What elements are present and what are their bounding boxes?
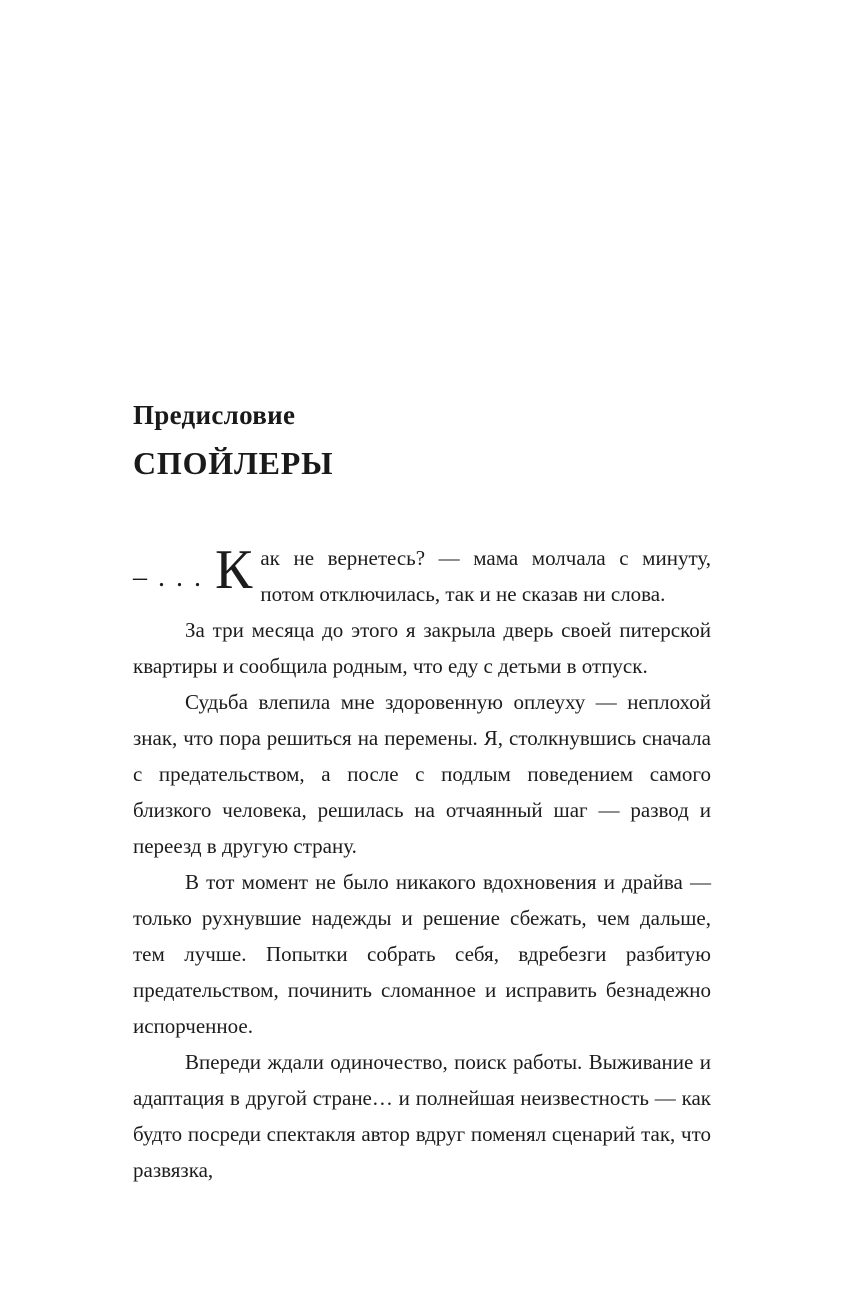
text-block bbox=[133, 400, 711, 1188]
preface-label: Предисловие bbox=[133, 400, 296, 430]
paragraph: В тот момент не было никакого вдохновения и драйва — только рухнувшие надежды и решение сбежать, чем дальше, тем лучше. Попытки собрать себя, вдребезги разбитую предательством, починить сломанное и исправить безнадежно испорченное. bbox=[133, 870, 711, 1038]
chapter-title: СПОЙЛЕРЫ bbox=[133, 445, 334, 481]
dialogue-dash: – . . . bbox=[133, 562, 203, 593]
paragraph: За три месяца до этого я закрыла дверь своей питерской квартиры и сообщила родным, что еду с детьми в отпуск. bbox=[133, 618, 711, 678]
body-text bbox=[133, 540, 711, 1188]
drop-cap: К bbox=[215, 539, 253, 601]
opening-text: ак не вернетесь? — мама молчала с минуту, потом отключилась, так и не сказав ни слова. bbox=[260, 546, 711, 606]
paragraph: Судьба влепила мне здоровенную оплеуху — неплохой знак, что пора решиться на перемены. Я, столкнувшись сначала с предательством, а после с подлым поведением самого близкого человека, решилась на отчаянный шаг — развод и переезд в другую страну. bbox=[133, 690, 711, 858]
opening-paragraph bbox=[133, 540, 711, 612]
paragraph: Впереди ждали одиночество, поиск работы. Выживание и адаптация в другой стране… и полнейшая неизвестность — как будто посреди спектакля автор вдруг поменял сценарий так, что развязка, bbox=[133, 1050, 711, 1182]
